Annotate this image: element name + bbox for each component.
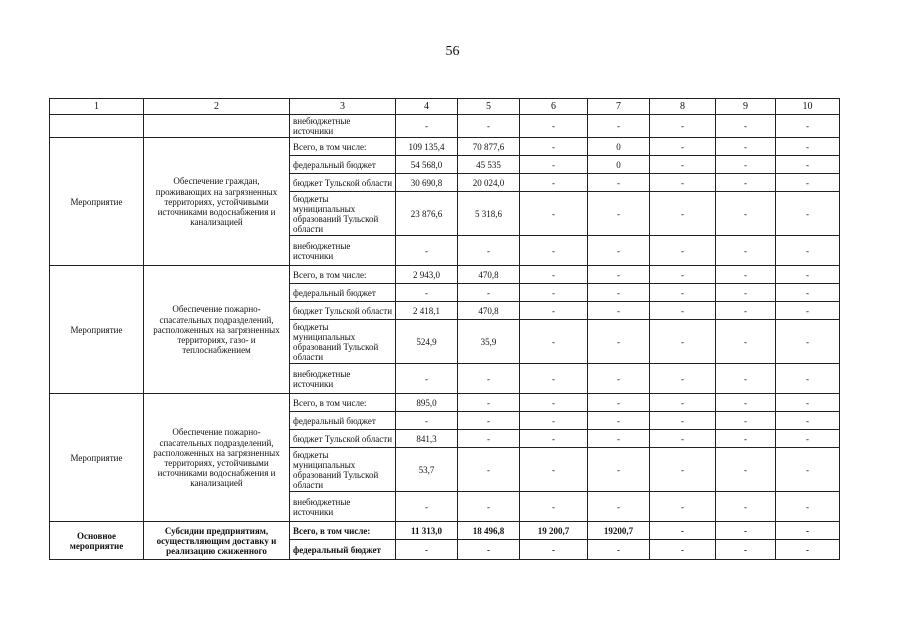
value-cell: - [776,156,840,174]
funding-source-cell: бюджеты муниципальных образований Тульской области [290,448,396,492]
value-cell: - [650,174,716,192]
value-cell: - [520,412,588,430]
value-cell: - [716,266,776,284]
value-cell: - [396,364,458,394]
value-cell: - [588,192,650,236]
value-cell: - [588,115,650,138]
value-cell: - [520,236,588,266]
value-cell: - [588,302,650,320]
value-cell: - [520,492,588,522]
value-cell: 0 [588,138,650,156]
value-cell: - [716,540,776,560]
funding-source-cell: федеральный бюджет [290,156,396,174]
value-cell: - [650,266,716,284]
value-cell: - [716,115,776,138]
header-col-10: 10 [776,99,840,115]
value-cell: - [396,412,458,430]
value-cell: - [716,448,776,492]
funding-source-cell: Всего, в том числе: [290,266,396,284]
value-cell: - [716,412,776,430]
table-row [50,138,840,156]
value-cell: - [716,302,776,320]
value-cell: - [396,492,458,522]
value-cell: - [458,492,520,522]
value-cell: - [458,540,520,560]
value-cell: - [458,236,520,266]
funding-source-cell: бюджет Тульской области [290,302,396,320]
value-cell: 470,8 [458,302,520,320]
value-cell: - [650,430,716,448]
activity-description-cell [144,115,290,138]
value-cell: - [776,284,840,302]
value-cell: - [776,320,840,364]
value-cell: 54 568,0 [396,156,458,174]
value-cell: - [716,156,776,174]
funding-source-cell: бюджет Тульской области [290,174,396,192]
value-cell: - [396,540,458,560]
activity-description-cell: Субсидии предприятиям, осуществляющим доставку и реализацию сжиженного [144,522,290,560]
funding-source-cell: бюджеты муниципальных образований Тульской области [290,192,396,236]
value-cell: - [716,284,776,302]
funding-source-cell: бюджеты муниципальных образований Тульской области [290,320,396,364]
value-cell: - [458,412,520,430]
value-cell: - [650,156,716,174]
value-cell: 45 535 [458,156,520,174]
value-cell: - [588,236,650,266]
budget-table [49,98,840,560]
value-cell: - [588,174,650,192]
value-cell: 109 135,4 [396,138,458,156]
value-cell: - [650,540,716,560]
value-cell: - [588,492,650,522]
value-cell: - [776,430,840,448]
value-cell: - [776,236,840,266]
value-cell: - [520,115,588,138]
funding-source-cell: бюджет Тульской области [290,430,396,448]
value-cell: - [650,320,716,364]
value-cell: 5 318,6 [458,192,520,236]
value-cell: - [588,448,650,492]
value-cell: 2 943,0 [396,266,458,284]
funding-source-cell: федеральный бюджет [290,540,396,560]
value-cell: - [588,394,650,412]
value-cell: - [458,364,520,394]
value-cell: - [588,266,650,284]
value-cell: - [650,364,716,394]
value-cell: - [650,448,716,492]
header-col-3: 3 [290,99,396,115]
activity-type-cell: Мероприятие [50,138,144,266]
value-cell: - [458,284,520,302]
value-cell: - [520,430,588,448]
value-cell: - [776,192,840,236]
value-cell: - [776,138,840,156]
funding-source-cell: Всего, в том числе: [290,522,396,540]
value-cell: - [520,448,588,492]
value-cell: - [716,236,776,266]
value-cell: - [396,284,458,302]
activity-description-cell: Обеспечение пожарно-спасательных подразделений, расположенных на загрязненных территориях, газо- и теплоснабжением [144,266,290,394]
value-cell: - [650,394,716,412]
value-cell: - [588,364,650,394]
funding-source-cell: внебюджетные источники [290,115,396,138]
value-cell: - [458,448,520,492]
value-cell: 20 024,0 [458,174,520,192]
value-cell: - [520,302,588,320]
value-cell: 524,9 [396,320,458,364]
value-cell: - [588,430,650,448]
value-cell: - [520,320,588,364]
value-cell: - [716,522,776,540]
value-cell: 841,3 [396,430,458,448]
value-cell: - [588,284,650,302]
value-cell: 23 876,6 [396,192,458,236]
value-cell: - [520,156,588,174]
value-cell: 11 313,0 [396,522,458,540]
activity-type-cell: Мероприятие [50,266,144,394]
value-cell: 35,9 [458,320,520,364]
value-cell: - [650,492,716,522]
value-cell: - [650,236,716,266]
funding-source-cell: федеральный бюджет [290,284,396,302]
table-body [50,115,840,560]
value-cell: - [458,115,520,138]
header-col-2: 2 [144,99,290,115]
value-cell: - [776,364,840,394]
value-cell: - [588,412,650,430]
activity-type-cell [50,115,144,138]
funding-source-cell: Всего, в том числе: [290,394,396,412]
value-cell: - [776,394,840,412]
value-cell: - [716,138,776,156]
header-col-4: 4 [396,99,458,115]
value-cell: - [776,540,840,560]
value-cell: - [776,115,840,138]
value-cell: - [776,302,840,320]
activity-description-cell: Обеспечение пожарно-спасательных подразделений, расположенных на загрязненных территориях, устойчивыми источниками водоснабжения и канализацией [144,394,290,522]
value-cell: - [776,266,840,284]
funding-source-cell: Всего, в том числе: [290,138,396,156]
value-cell: 53,7 [396,448,458,492]
value-cell: - [650,115,716,138]
header-row [50,99,840,115]
page-number: 56 [445,44,460,59]
value-cell: - [650,522,716,540]
value-cell: - [520,540,588,560]
value-cell: - [716,192,776,236]
value-cell: - [650,192,716,236]
value-cell: - [396,115,458,138]
value-cell: 0 [588,156,650,174]
value-cell: - [520,284,588,302]
funding-source-cell: внебюджетные источники [290,236,396,266]
value-cell: 19200,7 [588,522,650,540]
value-cell: - [520,192,588,236]
table-row [50,115,840,138]
value-cell: 470,8 [458,266,520,284]
value-cell: 19 200,7 [520,522,588,540]
funding-source-cell: внебюджетные источники [290,364,396,394]
value-cell: 70 877,6 [458,138,520,156]
value-cell: - [520,364,588,394]
header-col-7: 7 [588,99,650,115]
value-cell: - [396,236,458,266]
value-cell: - [776,174,840,192]
value-cell: - [520,266,588,284]
header-col-9: 9 [716,99,776,115]
value-cell: - [520,394,588,412]
table-row [50,522,840,540]
value-cell: - [588,320,650,364]
activity-description-cell: Обеспечение граждан, проживающих на загрязненных территориях, устойчивыми источниками водоснабжения и канализацией [144,138,290,266]
header-col-8: 8 [650,99,716,115]
value-cell: - [458,430,520,448]
value-cell: - [716,430,776,448]
table-row [50,266,840,284]
header-col-1: 1 [50,99,144,115]
value-cell: 30 690,8 [396,174,458,192]
value-cell: 18 496,8 [458,522,520,540]
activity-type-cell: Мероприятие [50,394,144,522]
activity-type-cell: Основное мероприятие [50,522,144,560]
value-cell: - [520,174,588,192]
value-cell: - [650,138,716,156]
value-cell: - [776,522,840,540]
value-cell: - [716,364,776,394]
value-cell: 2 418,1 [396,302,458,320]
value-cell: - [716,394,776,412]
value-cell: - [716,492,776,522]
value-cell: - [716,174,776,192]
value-cell: 895,0 [396,394,458,412]
value-cell: - [520,138,588,156]
table-row [50,394,840,412]
funding-source-cell: внебюджетные источники [290,492,396,522]
value-cell: - [650,284,716,302]
value-cell: - [776,412,840,430]
value-cell: - [776,492,840,522]
value-cell: - [458,394,520,412]
header-col-5: 5 [458,99,520,115]
value-cell: - [650,302,716,320]
value-cell: - [650,412,716,430]
value-cell: - [716,320,776,364]
header-col-6: 6 [520,99,588,115]
value-cell: - [588,540,650,560]
funding-source-cell: федеральный бюджет [290,412,396,430]
value-cell: - [776,448,840,492]
